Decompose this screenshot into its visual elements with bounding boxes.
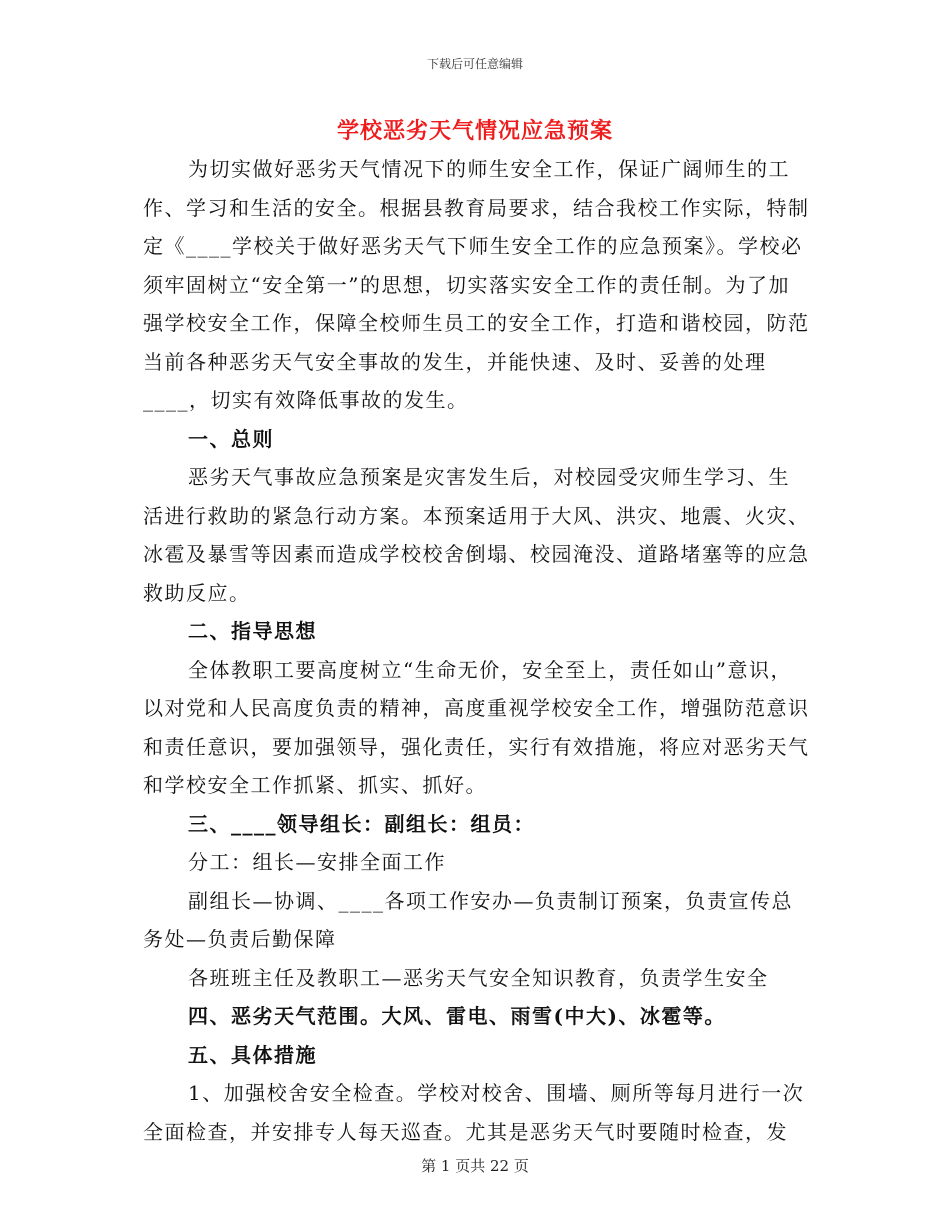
document-title: 学校恶劣天气情况应急预案 <box>336 118 613 144</box>
section-heading-measures: 五、具体措施 <box>188 1042 317 1067</box>
section-heading-leadership: 三、____领导组长：副组长：组员： <box>188 811 535 836</box>
section-heading-guiding-ideology: 二、指导思想 <box>188 619 317 643</box>
intro-paragraph: 为切实做好恶劣天气情况下的师生安全工作，保证广阔师生的工作、学习和生活的安全。根据县教育局要求，结合我校工作实际，特制定《____学校关于做好恶劣天气下师生安全工作的应急预案》。学校必须牢固树立“安全第一”的思想，切实落实安全工作的责任制。为了加强学校安全工作，保障全校师生员工的安全工作，打造和谐校园，防范当前各种恶劣天气安全事故的发生，并能快速、及时、妥善的处理____，切实有效降低事故的发生。 <box>143 157 810 412</box>
guiding-ideology-paragraph: 全体教职工要高度树立“生命无价，安全至上，责任如山”意识，以对党和人民高度负责的精神，高度重视学校安全工作，增强防范意识和责任意识，要加强领导，强化责任，实行有效措施，将应对恶劣天气和学校安全工作抓紧、抓实、抓好。 <box>143 657 810 797</box>
general-paragraph: 恶劣天气事故应急预案是灾害发生后，对校园受灾师生学习、生活进行救助的紧急行动方案。本预案适用于大风、洪灾、地震、火灾、冰雹及暴雪等因素而造成学校校舍倒塌、校园淹没、道路堵塞等的应急救助反应。 <box>143 465 810 605</box>
division-of-labor-line: 分工：组长—安排全面工作 <box>188 850 446 874</box>
document-body <box>143 150 811 1151</box>
section-heading-general: 一、总则 <box>188 426 274 451</box>
page-number-footer: 第 1 页共 22 页 <box>421 1157 529 1175</box>
measure-1-paragraph: 1、加强校舍安全检查。学校对校舍、围墙、厕所等每月进行一次全面检查，并安排专人每天巡查。尤其是恶劣天气时要随时检查，发 <box>143 1081 805 1144</box>
teacher-duties-line: 各班班主任及教职工—恶劣天气安全知识教育，负责学生安全 <box>188 965 769 990</box>
section-heading-weather-scope: 四、恶劣天气范围。大风、雷电、雨雪(中大)、冰雹等。 <box>188 1004 726 1028</box>
page-header-note: 下载后可任意编辑 <box>426 57 523 71</box>
deputy-duties-paragraph: 副组长—协调、____各项工作安办—负责制订预案，负责宣传总务处—负责后勤保障 <box>143 888 793 951</box>
